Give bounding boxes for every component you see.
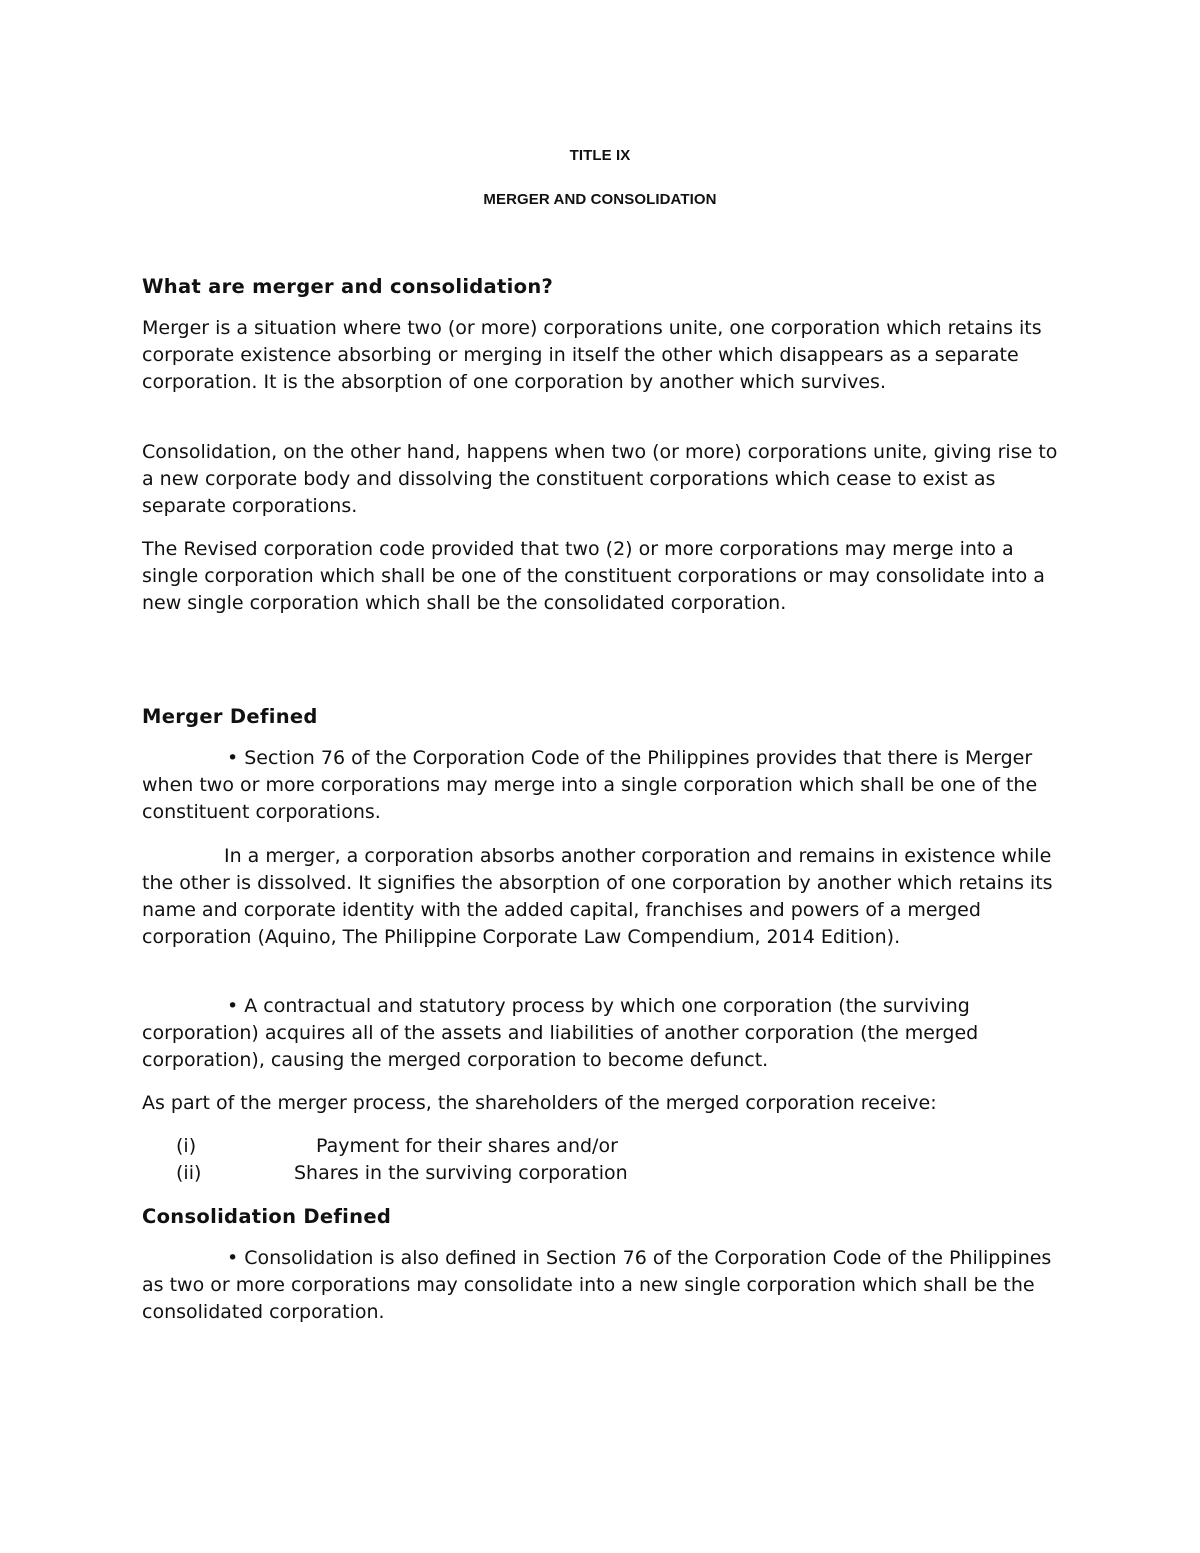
list-item-text: Shares in the surviving corporation — [294, 1162, 628, 1184]
paragraph-revised-code: The Revised corporation code provided that two (2) or more corporations may merge into a single corporation which shall be one of the constituent corporations or may consolidate into a new single corporation which shall be the consolidated corporation. — [142, 538, 1045, 614]
list-item-text: Payment for their shares and/or — [316, 1135, 618, 1157]
bullet-contractual-process: • A contractual and statutory process by which one corporation (the surviving corporation) acquires all of the assets and liabilities of another corporation (the merged corporation), causing the merged corporation to become defunct. — [142, 995, 979, 1071]
bullet-section-76-merger: • Section 76 of the Corporation Code of the Philippines provides that there is Merger when two or more corporations may merge into a single corporation which shall be one of the constituent corporations. — [142, 747, 1038, 823]
bullet-section-76-consolidation: • Consolidation is also defined in Section 76 of the Corporation Code of the Philippines as two or more corporations may consolidate into a new single corporation which shall be the consolidated corporation. — [142, 1247, 1052, 1323]
section-heading-merger-defined: Merger Defined — [142, 705, 318, 728]
document-subtitle: MERGER AND CONSOLIDATION — [483, 191, 717, 208]
list-marker: (i) — [176, 1135, 197, 1157]
paragraph-in-a-merger: In a merger, a corporation absorbs another corporation and remains in existence while the other is dissolved. It signifies the absorption of one corporation by another which retains its name and corporate identity with the added capital, franchises and powers of a merged corporation (Aquino, The Philippine Corporate Law Compendium, 2014 Edition). — [142, 845, 1053, 948]
paragraph-list-intro: As part of the merger process, the shareholders of the merged corporation receive: — [142, 1092, 937, 1114]
section-heading-consolidation-defined: Consolidation Defined — [142, 1205, 392, 1228]
list-item — [176, 1133, 618, 1160]
section-heading-what-are: What are merger and consolidation? — [142, 275, 554, 298]
list-marker: (ii) — [176, 1162, 202, 1184]
paragraph-consolidation-definition: Consolidation, on the other hand, happens when two (or more) corporations unite, giving rise to a new corporate body and dissolving the constituent corporations which cease to exist as separate corporations. — [142, 441, 1058, 517]
document-title: TITLE IX — [569, 147, 631, 164]
list-item — [176, 1160, 628, 1187]
paragraph-merger-definition: Merger is a situation where two (or more) corporations unite, one corporation which retains its corporate existence absorbing or merging in itself the other which disappears as a separate corporation. It is the absorption of one corporation by another which survives. — [142, 317, 1042, 393]
